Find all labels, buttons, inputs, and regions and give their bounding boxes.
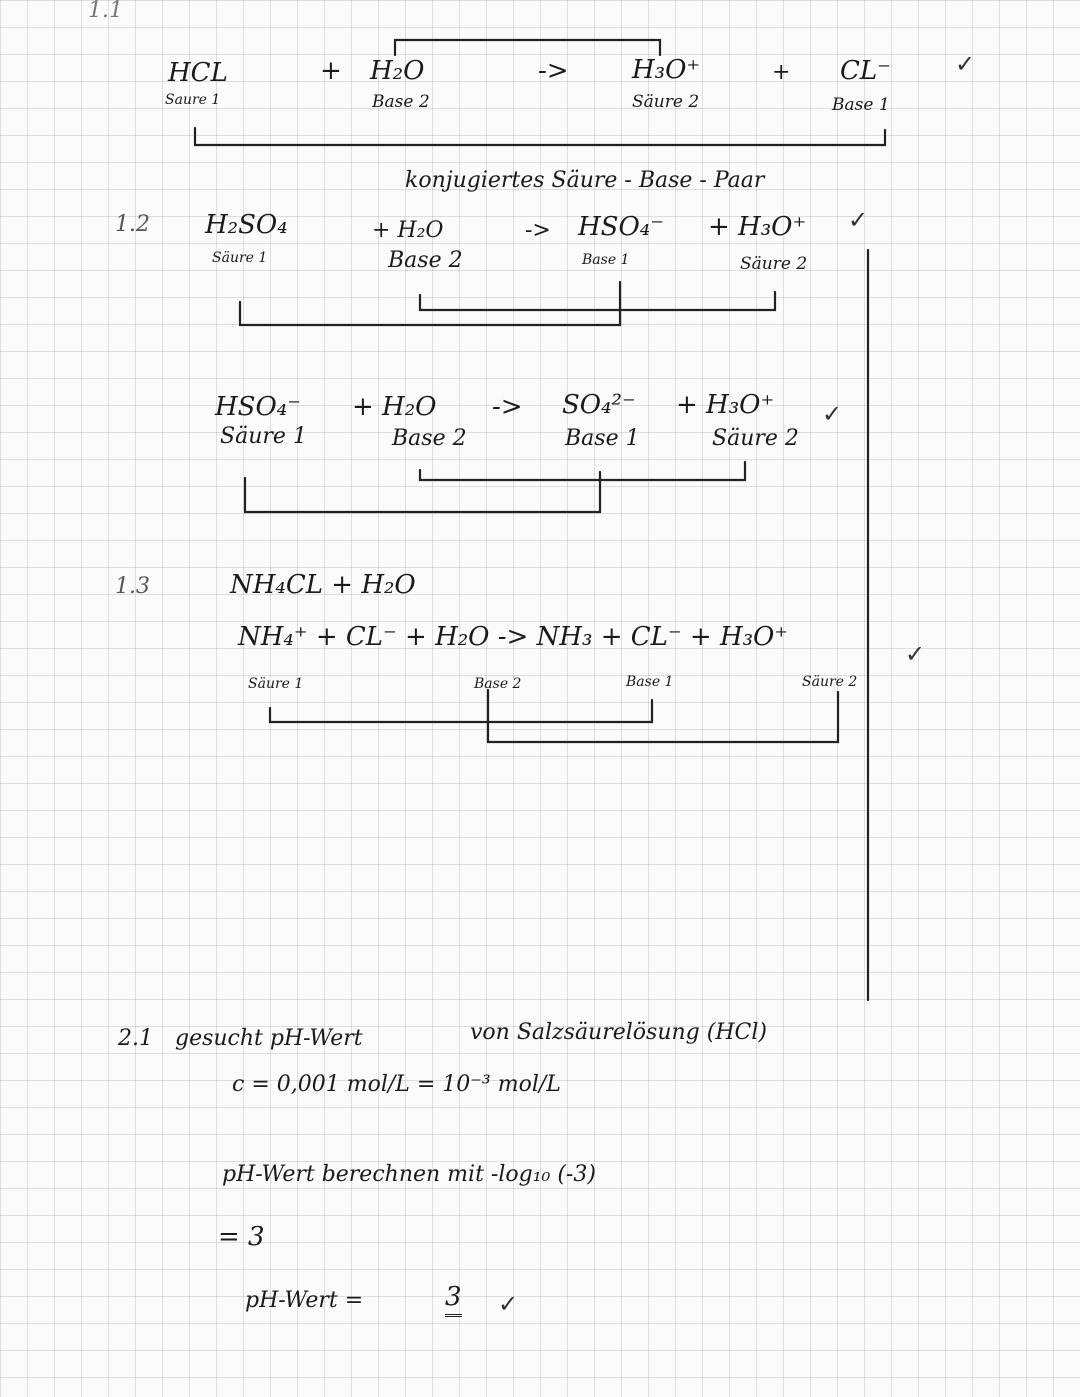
- bracket-hso4-so4: [245, 472, 600, 512]
- s21-result-value: 3: [445, 1282, 462, 1317]
- s12a-arrow: ->: [525, 218, 551, 243]
- s21-number: 2.1: [118, 1026, 153, 1051]
- s21-line1b: von Salzsäurelösung (HCl): [470, 1020, 767, 1045]
- bracket-nh4-nh3: [270, 700, 652, 722]
- s11-plus1: +: [320, 56, 342, 86]
- s13-line1: NH₄CL + H₂O: [230, 570, 416, 600]
- s12-number: 1.2: [115, 212, 150, 237]
- bracket-h2o-h3o: [395, 40, 660, 55]
- s12b-product1: SO₄²⁻: [562, 390, 636, 420]
- s21-line1a: gesucht pH-Wert: [175, 1026, 363, 1051]
- s13-label-b: Base 2: [474, 676, 522, 692]
- s11-product1: H₃O⁺: [632, 55, 701, 85]
- s11-product2: CL⁻: [840, 56, 891, 86]
- bracket-h2o-h3o-b: [420, 462, 745, 480]
- s12a-product1-label: Base 1: [582, 252, 630, 268]
- s12a-reactant1-label: Säure 1: [212, 250, 268, 266]
- s11-arrow: ->: [538, 56, 569, 86]
- s21-line5-label: pH-Wert =: [245, 1288, 364, 1313]
- s12a-product1: HSO₄⁻: [578, 212, 664, 242]
- s13-number: 1.3: [115, 574, 150, 599]
- s11-reactant1: HCL: [168, 58, 228, 88]
- bracket-h2so4-hso4: [240, 282, 620, 325]
- bracket-h2o-h3o-a: [420, 292, 775, 310]
- s11-reactant2: H₂O: [370, 56, 425, 86]
- s11-product2-label: Base 1: [832, 95, 890, 115]
- s13-check-icon: ✓: [905, 640, 926, 668]
- s13-label-d: Säure 2: [802, 674, 858, 690]
- s21-line3: pH-Wert berechnen mit -log₁₀ (-3): [222, 1162, 596, 1187]
- s12b-reactant1-label: Säure 1: [220, 424, 307, 449]
- s13-label-c: Base 1: [626, 674, 674, 690]
- s12b-reactant2-label: Base 2: [392, 426, 467, 451]
- s12b-reactant1: HSO₄⁻: [215, 392, 301, 422]
- s12a-reactant2: + H₂O: [372, 218, 444, 243]
- s11-reactant1-label: Saure 1: [165, 92, 221, 108]
- s12a-product2: + H₃O⁺: [708, 212, 807, 242]
- s12a-reactant1: H₂SO₄: [205, 210, 288, 240]
- s12b-product2: + H₃O⁺: [676, 390, 775, 420]
- s12a-reactant2-label: Base 2: [388, 248, 463, 273]
- s12b-arrow: ->: [492, 392, 523, 422]
- s12a-check-icon: ✓: [848, 206, 869, 234]
- s12b-product2-label: Säure 2: [712, 426, 799, 451]
- s21-line2: c = 0,001 mol/L = 10⁻³ mol/L: [232, 1072, 561, 1097]
- s21-line4: = 3: [218, 1222, 265, 1252]
- s13-line2: NH₄⁺ + CL⁻ + H₂O -> NH₃ + CL⁻ + H₃O⁺: [238, 622, 789, 652]
- s12b-product1-label: Base 1: [565, 426, 640, 451]
- s12b-check-icon: ✓: [822, 400, 843, 428]
- bracket-h2o-h3o-c: [488, 690, 838, 742]
- s13-label-a: Säure 1: [248, 676, 304, 692]
- s12a-product2-label: Säure 2: [740, 254, 808, 274]
- s12b-reactant2: + H₂O: [352, 392, 437, 422]
- conjugate-pair-caption: konjugiertes Säure - Base - Paar: [405, 168, 765, 193]
- s11-reactant2-label: Base 2: [372, 92, 430, 112]
- bracket-hcl-cl: [195, 128, 885, 145]
- s21-check-icon: ✓: [498, 1290, 519, 1318]
- s11-check-icon: ✓: [955, 50, 976, 78]
- corner-number: 1.1: [88, 0, 123, 23]
- s11-plus2: +: [772, 60, 791, 85]
- s11-product1-label: Säure 2: [632, 92, 700, 112]
